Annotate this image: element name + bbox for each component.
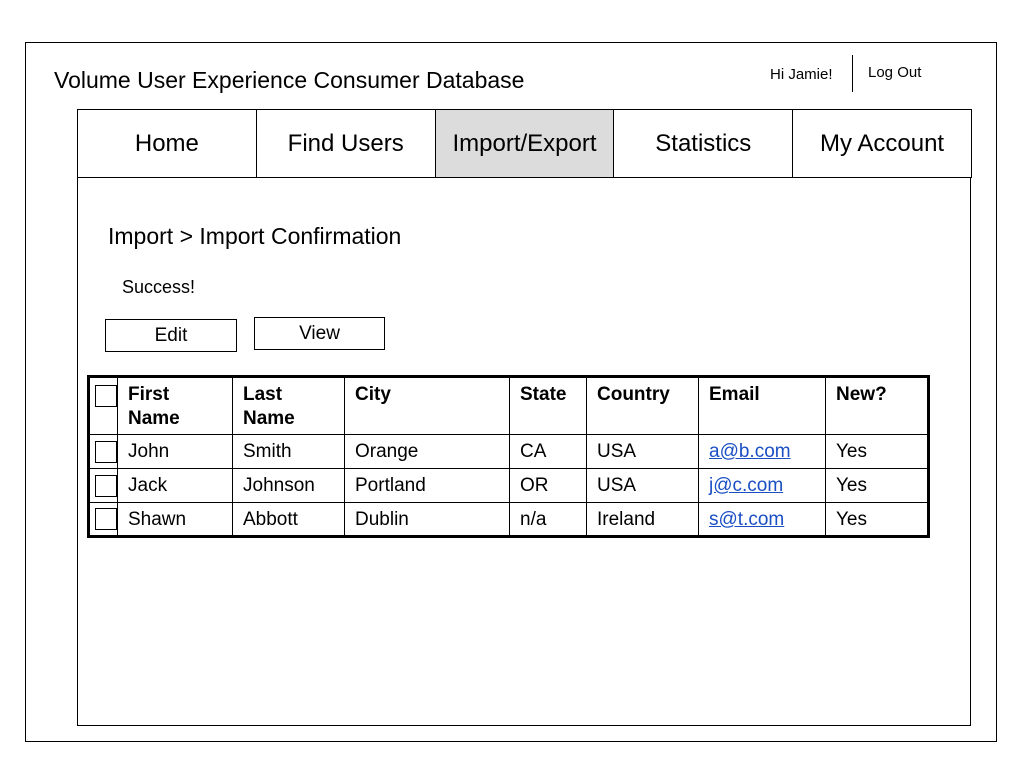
column-header-country: Country: [587, 377, 699, 435]
cell-country: USA: [587, 435, 699, 469]
cell-first-name: Jack: [118, 469, 233, 503]
row-select-cell: [89, 469, 118, 503]
row-select-cell: [89, 503, 118, 537]
column-header-new: New?: [826, 377, 929, 435]
cell-new: Yes: [826, 469, 929, 503]
table-header-row: [89, 377, 929, 435]
breadcrumb: Import > Import Confirmation: [108, 223, 402, 249]
email-link[interactable]: j@c.com: [709, 475, 784, 496]
tab-find-users[interactable]: Find Users: [257, 110, 436, 177]
view-button[interactable]: View: [254, 317, 385, 350]
column-header-email: Email: [699, 377, 826, 435]
cell-email: [699, 435, 826, 469]
tab-my-account[interactable]: My Account: [793, 110, 972, 177]
column-header-first-name: First Name: [118, 377, 233, 435]
logout-link[interactable]: Log Out: [868, 64, 922, 81]
user-greeting: Hi Jamie!: [770, 66, 833, 83]
cell-last-name: Johnson: [233, 469, 345, 503]
cell-state: n/a: [510, 503, 587, 537]
cell-email: [699, 503, 826, 537]
cell-last-name: Smith: [233, 435, 345, 469]
row-checkbox[interactable]: [95, 508, 117, 530]
main-nav: [77, 109, 972, 178]
tab-statistics[interactable]: Statistics: [614, 110, 793, 177]
cell-state: CA: [510, 435, 587, 469]
cell-first-name: Shawn: [118, 503, 233, 537]
edit-button[interactable]: Edit: [105, 319, 237, 352]
row-select-cell: [89, 435, 118, 469]
cell-last-name: Abbott: [233, 503, 345, 537]
import-results-table: [87, 375, 930, 538]
status-message: Success!: [122, 277, 196, 297]
select-all-cell: [89, 377, 118, 435]
table-row: [89, 503, 929, 537]
cell-email: [699, 469, 826, 503]
column-header-city: City: [345, 377, 510, 435]
cell-new: Yes: [826, 435, 929, 469]
cell-city: Dublin: [345, 503, 510, 537]
cell-country: Ireland: [587, 503, 699, 537]
cell-country: USA: [587, 469, 699, 503]
row-checkbox[interactable]: [95, 475, 117, 497]
app-title: Volume User Experience Consumer Database: [54, 67, 525, 93]
tab-import-export[interactable]: Import/Export: [436, 110, 615, 177]
cell-new: Yes: [826, 503, 929, 537]
tab-home[interactable]: Home: [78, 110, 257, 177]
row-checkbox[interactable]: [95, 441, 117, 463]
table-row: [89, 469, 929, 503]
column-header-state: State: [510, 377, 587, 435]
cell-city: Portland: [345, 469, 510, 503]
select-all-checkbox[interactable]: [95, 385, 117, 407]
table-row: [89, 435, 929, 469]
cell-state: OR: [510, 469, 587, 503]
email-link[interactable]: s@t.com: [709, 509, 785, 530]
email-link[interactable]: a@b.com: [709, 441, 791, 462]
header-divider: [852, 55, 853, 92]
cell-city: Orange: [345, 435, 510, 469]
column-header-last-name: Last Name: [233, 377, 345, 435]
cell-first-name: John: [118, 435, 233, 469]
